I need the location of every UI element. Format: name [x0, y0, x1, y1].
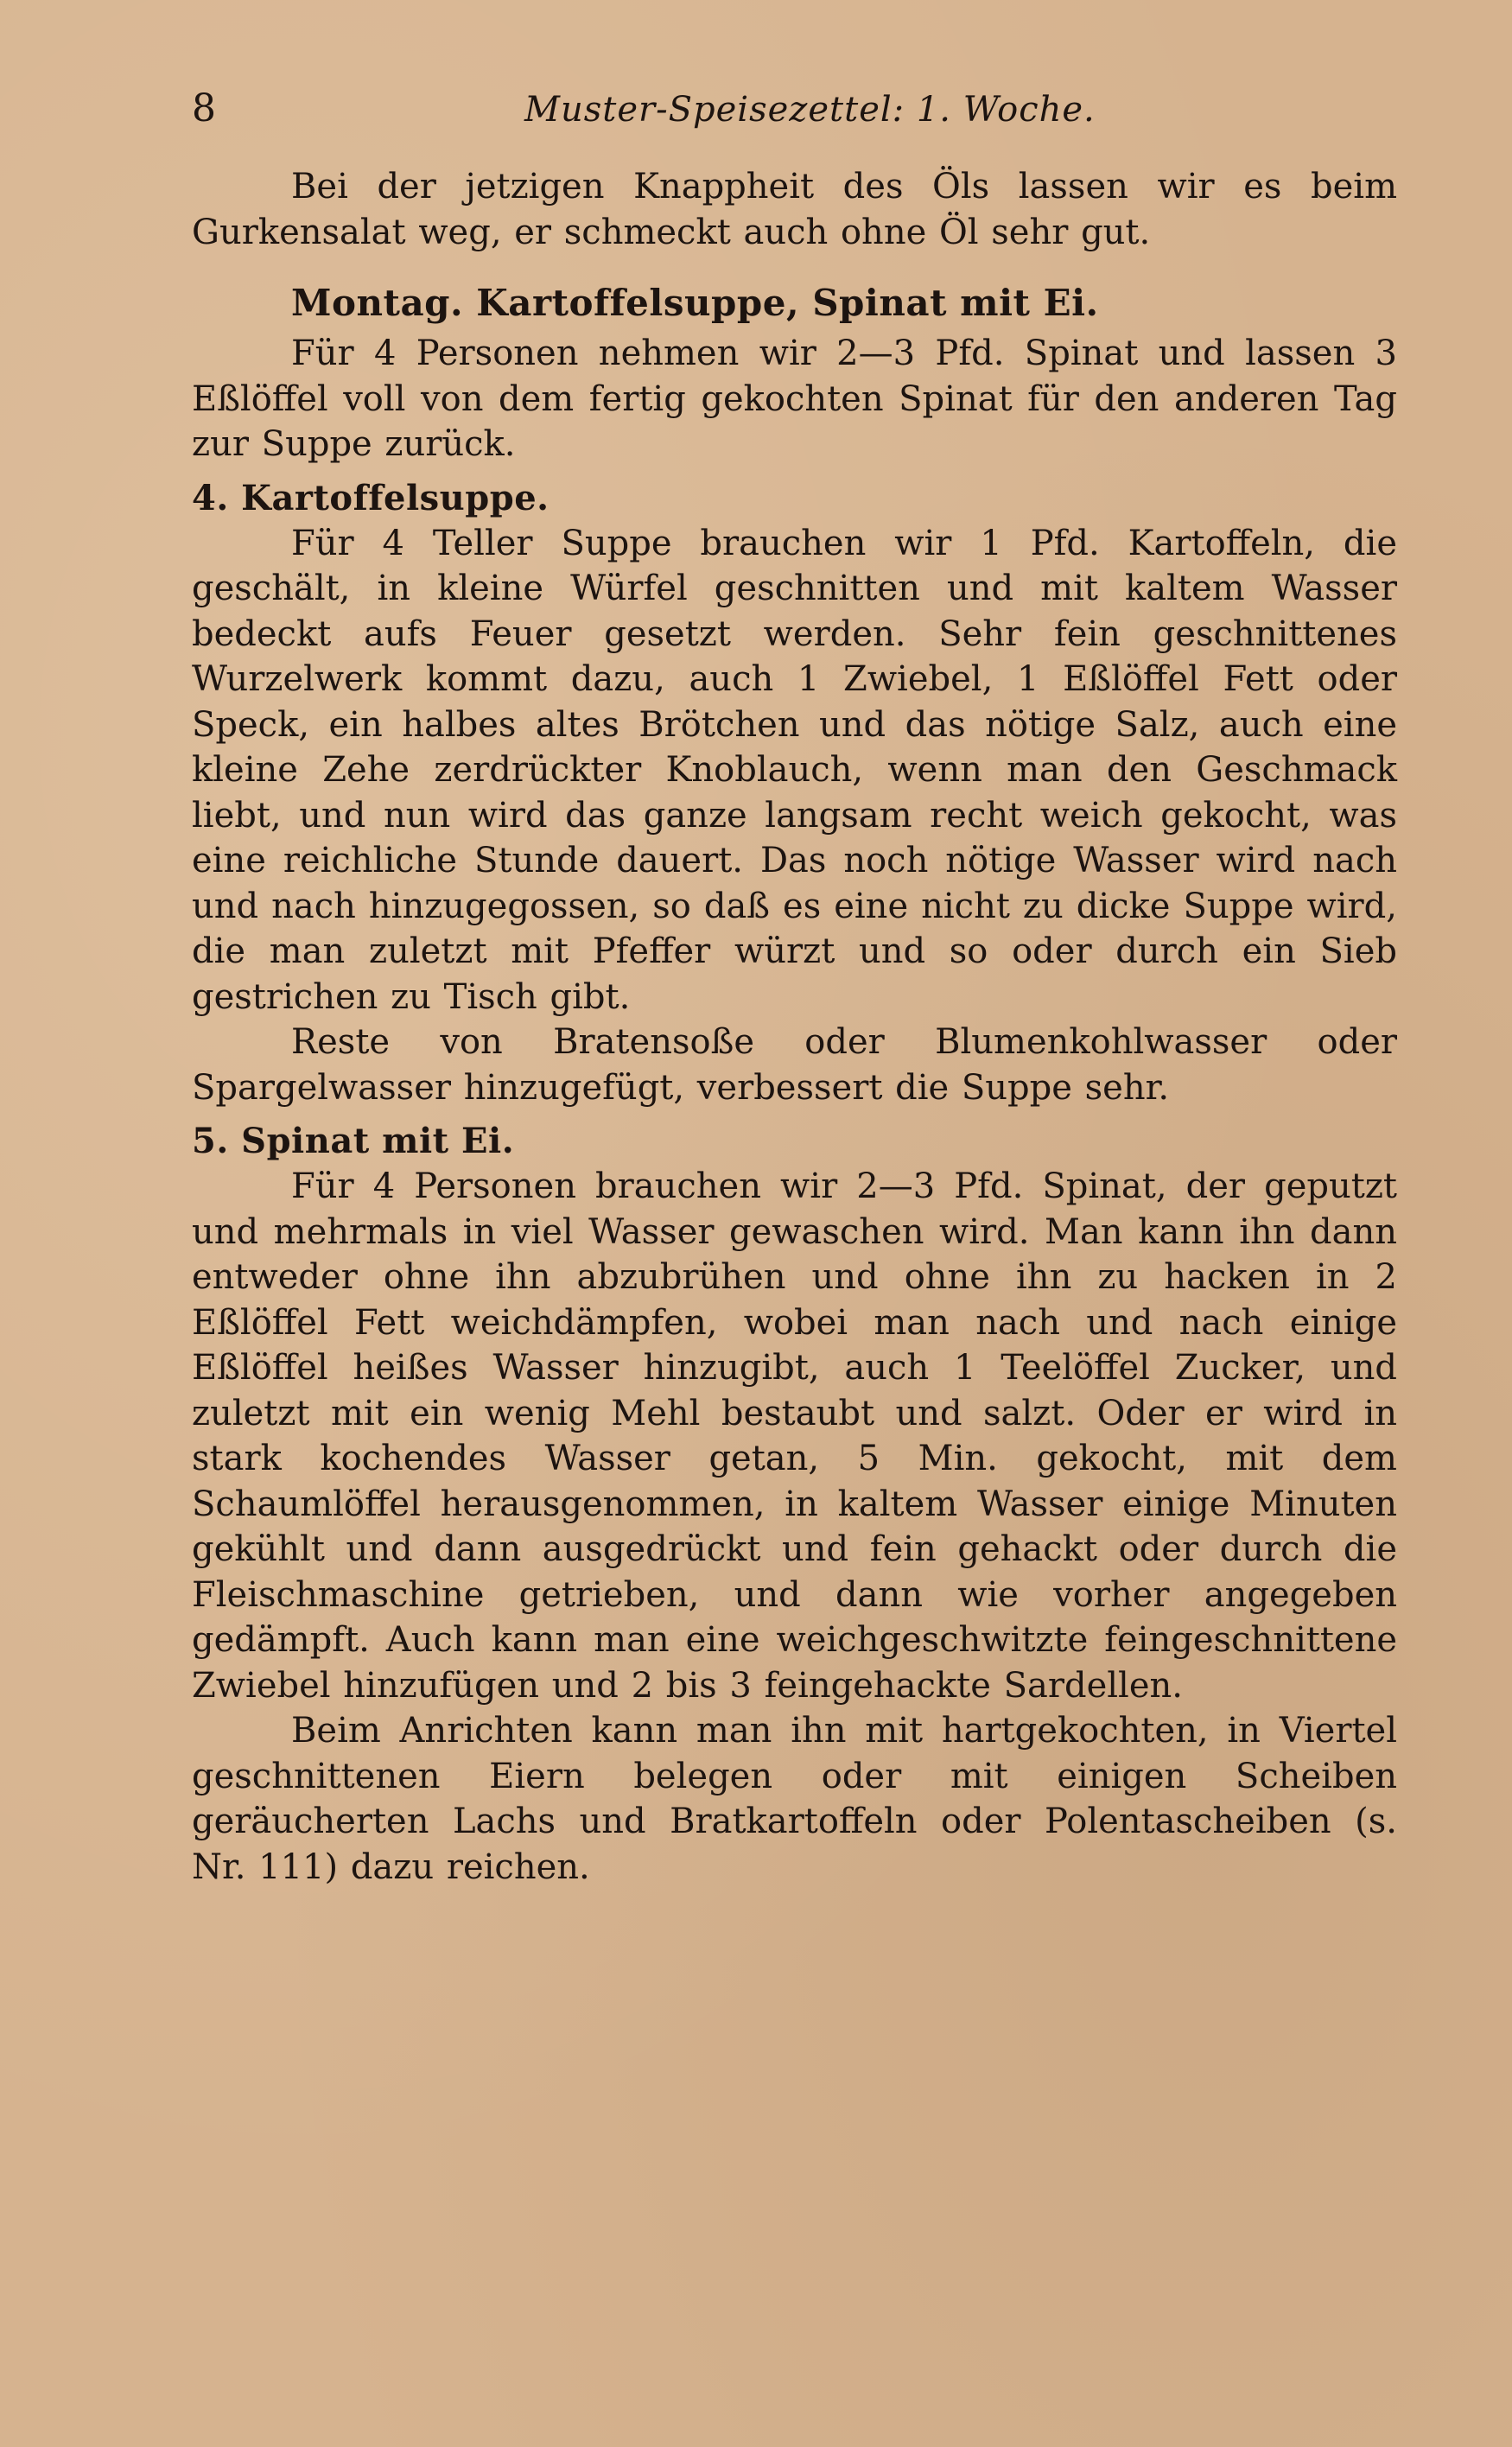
recipe-5-paragraph-1: Für 4 Personen brauchen wir 2—3 Pfd. Spinat, der geputzt und mehrmals in viel Wasser gewaschen wird. Man kann ihn dann entweder ohne ihn abzubrühen und ohne ihn zu hacken in 2 Eßlöffel Fett weichdämpfen, wobei man nach und nach einige Eßlöffel heißes Wasser hinzugibt, auch 1 Teelöffel Zucker, und zuletzt mit ein wenig Mehl bestaubt und salzt. Oder er wird in stark kochendes Wasser getan, 5 Min. gekocht, mit dem Schaumlöffel herausgenommen, in kaltem Wasser einige Minuten gekühlt und dann ausgedrückt und fein gehackt oder durch die Fleischmaschine getrieben, und dann wie vorher angegeben gedämpft. Auch kann man eine weichgeschwitzte feingeschnittene Zwiebel hinzufügen und 2 bis 3 feingehackte Sardellen. — [192, 1166, 1397, 1706]
recipe-5-paragraph-2: Beim Anrichten kann man ihn mit hartgekochten, in Viertel geschnittenen Eiern belegen oder mit einigen Scheiben geräucherten Lachs und Bratkartoffeln oder Polentascheiben (s. Nr. 111) dazu reichen. — [192, 1711, 1397, 1887]
day-heading-monday: Montag. Kartoffelsuppe, Spinat mit Ei. — [291, 282, 1099, 324]
recipe-heading-spinat-mit-ei: 5. Spinat mit Ei. — [192, 1121, 515, 1161]
recipe-heading-kartoffelsuppe: 4. Kartoffelsuppe. — [192, 477, 550, 518]
monday-paragraph: Für 4 Personen nehmen wir 2—3 Pfd. Spinat und lassen 3 Eßlöffel voll von dem fertig gekochten Spinat für den anderen Tag zur Suppe zurück. — [192, 334, 1397, 464]
intro-paragraph: Bei der jetzigen Knappheit des Öls lassen wir es beim Gurkensalat weg, er schmeckt auch ohne Öl sehr gut. — [192, 167, 1397, 252]
book-page — [192, 86, 1397, 1890]
recipe-4-paragraph-2: Reste von Bratensoße oder Blumenkohlwasser oder Spargelwasser hinzugefügt, verbessert die Suppe sehr. — [192, 1022, 1397, 1108]
page-header — [192, 86, 1397, 164]
running-title: Muster-Speisezettel: 1. Woche. — [524, 90, 1096, 130]
page-number: 8 — [192, 86, 217, 130]
recipe-4-paragraph-1: Für 4 Teller Suppe brauchen wir 1 Pfd. Kartoffeln, die geschält, in kleine Würfel geschnitten und mit kaltem Wasser bedeckt aufs Feuer gesetzt werden. Sehr fein geschnittenes Wurzelwerk kommt dazu, auch 1 Zwiebel, 1 Eßlöffel Fett oder Speck, ein halbes altes Brötchen und das nötige Salz, auch eine kleine Zehe zerdrückter Knoblauch, wenn man den Geschmack liebt, und nun wird das ganze langsam recht weich gekocht, was eine reichliche Stunde dauert. Das noch nötige Wasser wird nach und nach hinzugegossen, so daß es eine nicht zu dicke Suppe wird, die man zuletzt mit Pfeffer würzt und so oder durch ein Sieb gestrichen zu Tisch gibt. — [192, 523, 1397, 1017]
